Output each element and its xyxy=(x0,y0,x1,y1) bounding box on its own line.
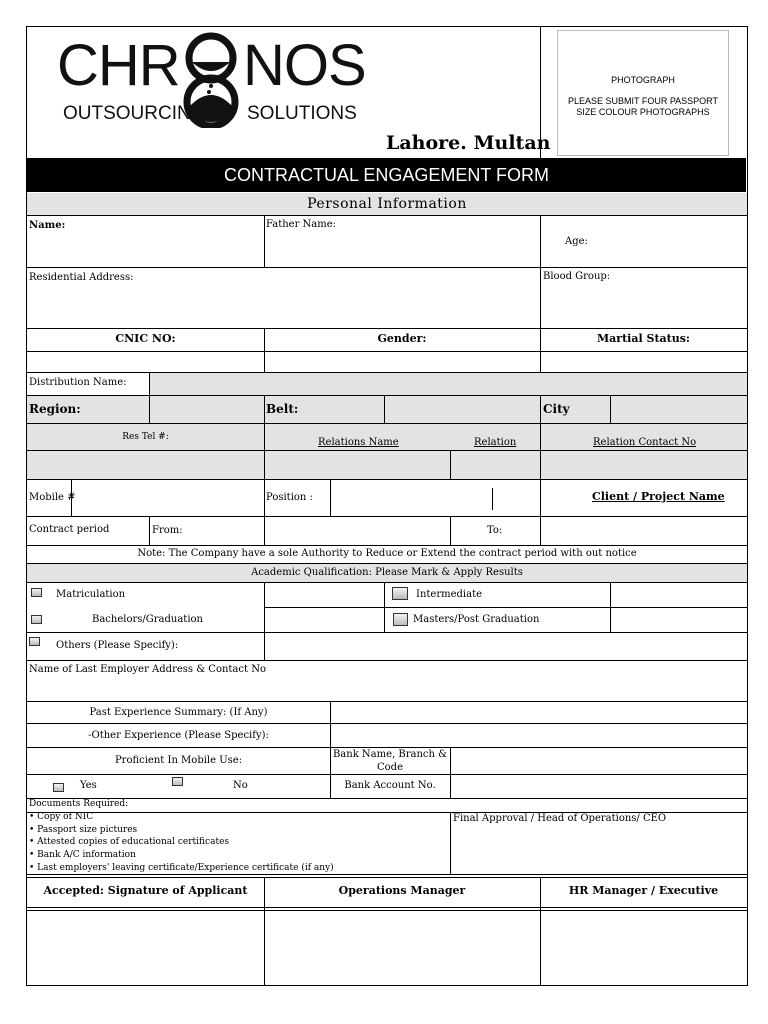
academic-heading: Academic Qualification: Please Mark & Apply Results xyxy=(251,567,523,578)
gender-label: Gender: xyxy=(377,332,427,345)
final-approval-label: Final Approval / Head of Operations/ CEO xyxy=(453,813,667,824)
mobile-yes-checkbox[interactable] xyxy=(53,783,64,792)
city-field[interactable] xyxy=(611,396,747,423)
father-name-label: Father Name: xyxy=(266,219,337,230)
intermediate-result-field[interactable] xyxy=(611,583,747,607)
masters-result-field[interactable] xyxy=(611,608,747,632)
photo-instruction-2: SIZE COLOUR PHOTOGRAPHS xyxy=(576,107,710,117)
hr-signature-box[interactable] xyxy=(541,911,747,985)
blood-group-field[interactable] xyxy=(541,285,746,327)
form-title: CONTRACTUAL ENGAGEMENT FORM xyxy=(223,165,550,185)
father-name-field[interactable] xyxy=(265,232,539,266)
proficient-mobile-label: Proficient In Mobile Use: xyxy=(114,755,243,766)
gender-field[interactable] xyxy=(265,352,540,372)
bank-account-label: Bank Account No. xyxy=(344,780,436,791)
bachelors-checkbox[interactable] xyxy=(31,615,42,624)
mobile-field[interactable] xyxy=(72,480,264,516)
hr-manager-label: HR Manager / Executive xyxy=(568,884,719,897)
others-label: Others (Please Specify): xyxy=(56,640,179,651)
bachelors-label: Bachelors/Graduation xyxy=(92,614,203,625)
to-field[interactable] xyxy=(541,517,747,545)
relation-label: Relation xyxy=(474,437,517,448)
office-locations: Lahore. Multan xyxy=(386,132,551,154)
operations-signature-box[interactable] xyxy=(265,911,540,985)
city-label: City xyxy=(543,402,570,416)
relation-contact-field[interactable] xyxy=(541,451,747,479)
applicant-signature-box[interactable] xyxy=(27,911,264,985)
mobile-label: Mobile # xyxy=(29,492,76,503)
belt-label: Belt: xyxy=(266,402,299,416)
relations-name-field[interactable] xyxy=(265,451,450,479)
logo-brand-right: NOS xyxy=(243,33,366,98)
last-employer-field[interactable] xyxy=(27,677,747,701)
documents-heading: Documents Required: xyxy=(29,799,129,809)
document-item: • Attested copies of educational certificates xyxy=(29,837,230,847)
bachelors-result-field[interactable] xyxy=(265,608,384,632)
marital-status-field[interactable] xyxy=(541,352,747,372)
relation-contact-label: Relation Contact No xyxy=(593,437,697,448)
age-label: Age: xyxy=(565,236,588,247)
res-tel-label: Res Tel #: xyxy=(122,432,169,442)
last-employer-label: Name of Last Employer Address & Contact No xyxy=(29,664,266,675)
marital-status-label: Martial Status: xyxy=(597,332,690,345)
bank-account-field[interactable] xyxy=(451,775,747,798)
bank-name-label: Bank Name, Branch & xyxy=(332,749,448,760)
blood-group-label: Blood Group: xyxy=(543,271,611,282)
logo-tagline-left: OUTSOURCING xyxy=(63,103,206,124)
company-logo xyxy=(55,30,375,130)
distribution-name-field[interactable] xyxy=(150,373,747,395)
final-approval-field[interactable] xyxy=(451,826,747,873)
position-field[interactable] xyxy=(331,480,540,516)
form-title-bar xyxy=(27,158,746,192)
intermediate-label: Intermediate xyxy=(416,589,483,600)
photo-box xyxy=(557,30,729,156)
client-project-label: Client / Project Name xyxy=(592,490,725,503)
from-field[interactable] xyxy=(265,517,450,545)
other-experience-label: -Other Experience (Please Specify): xyxy=(88,730,269,741)
mobile-no-checkbox[interactable] xyxy=(172,777,183,786)
name-field[interactable] xyxy=(27,233,263,266)
operations-manager-label: Operations Manager xyxy=(338,884,466,897)
masters-checkbox[interactable] xyxy=(393,613,408,626)
photo-instruction-1: PLEASE SUBMIT FOUR PASSPORT xyxy=(567,96,719,106)
document-item: • Passport size pictures xyxy=(29,825,138,835)
others-checkbox[interactable] xyxy=(29,637,40,646)
name-label: Name: xyxy=(29,220,66,231)
matriculation-result-field[interactable] xyxy=(265,583,384,607)
contract-note: Note: The Company have a sole Authority to Reduce or Extend the contract period with out notice xyxy=(137,548,637,559)
matriculation-checkbox[interactable] xyxy=(31,588,42,597)
others-field[interactable] xyxy=(265,633,747,660)
past-experience-field[interactable] xyxy=(331,702,747,723)
bank-name-field[interactable] xyxy=(451,748,747,774)
document-item: • Last employers' leaving certificate/Experience certificate (if any) xyxy=(29,863,334,873)
cnic-field[interactable] xyxy=(27,352,264,372)
matriculation-label: Matriculation xyxy=(56,589,126,600)
cnic-label: CNIC NO: xyxy=(115,332,176,345)
photo-title: PHOTOGRAPH xyxy=(611,75,675,85)
bank-name-label-2: Code xyxy=(377,762,403,773)
region-label: Region: xyxy=(29,402,81,416)
contract-period-label: Contract period xyxy=(29,524,110,535)
masters-label: Masters/Post Graduation xyxy=(413,614,540,625)
belt-field[interactable] xyxy=(385,396,540,423)
from-label: From: xyxy=(152,525,183,536)
region-field[interactable] xyxy=(150,396,264,423)
personal-info-heading: Personal Information xyxy=(307,196,467,212)
distribution-name-label: Distribution Name: xyxy=(29,377,127,388)
relation-field[interactable] xyxy=(451,451,540,479)
age-field[interactable] xyxy=(600,220,746,266)
residential-address-field[interactable] xyxy=(27,285,539,327)
residential-address-label: Residential Address: xyxy=(29,272,134,283)
logo-brand-left: CHR xyxy=(57,33,180,98)
other-experience-field[interactable] xyxy=(331,724,747,747)
position-label: Position : xyxy=(266,492,313,503)
applicant-signature-label: Accepted: Signature of Applicant xyxy=(43,884,248,897)
intermediate-checkbox[interactable] xyxy=(392,587,408,600)
mobile-yes-label: Yes xyxy=(80,780,97,791)
mobile-no-label: No xyxy=(233,780,248,791)
to-label: To: xyxy=(487,525,503,536)
res-tel-field[interactable] xyxy=(27,451,264,479)
logo-tagline-right: SOLUTIONS xyxy=(247,103,357,124)
past-experience-label: Past Experience Summary: (If Any) xyxy=(89,707,268,718)
document-item: • Copy of NIC xyxy=(29,812,94,822)
relations-name-label: Relations Name xyxy=(318,437,399,448)
document-item: • Bank A/C information xyxy=(29,850,136,860)
